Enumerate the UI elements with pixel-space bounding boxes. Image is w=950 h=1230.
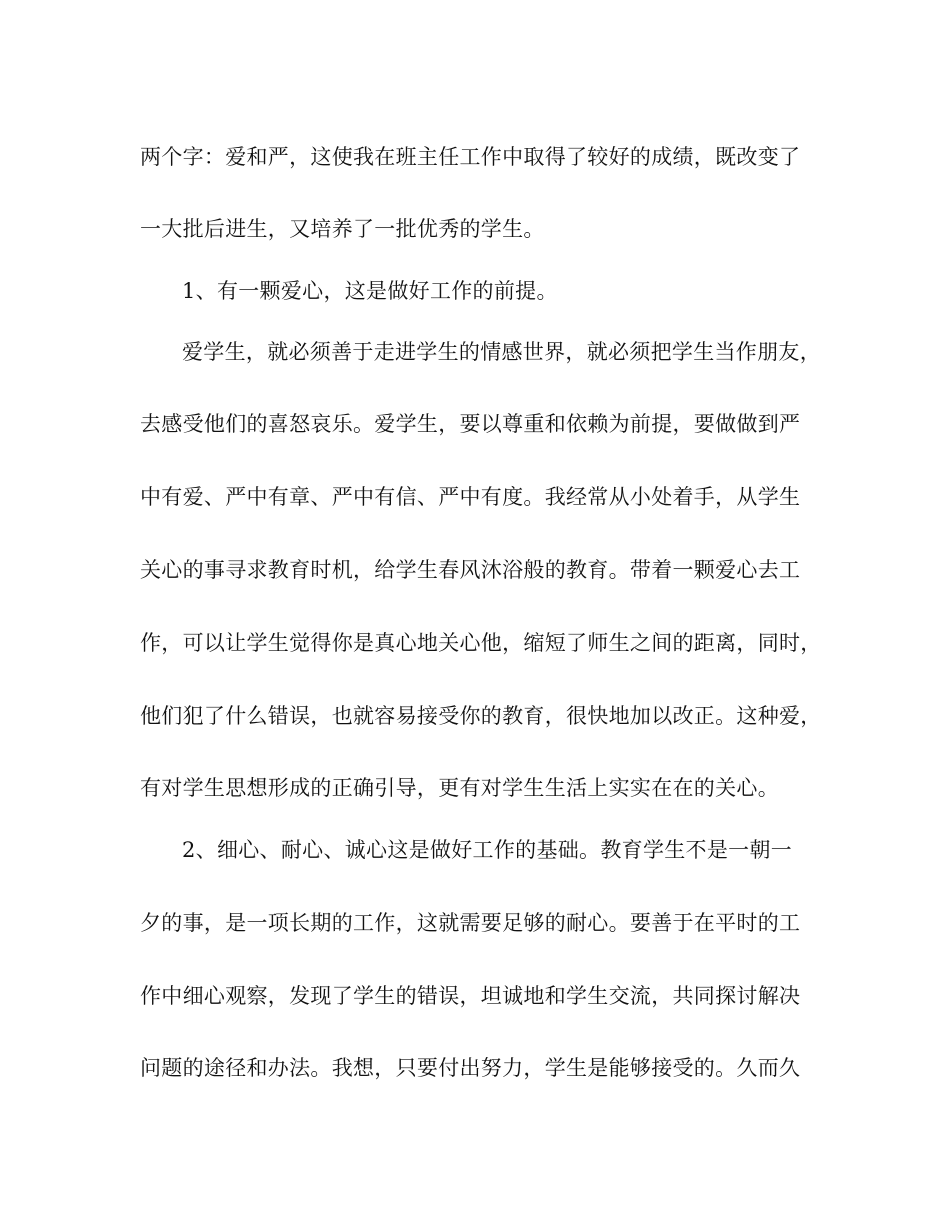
text-line: 有对学生思想形成的正确引导，更有对学生生活上实实在在的关心。 [140, 776, 779, 800]
text-line: 去感受他们的喜怒哀乐。爱学生，要以尊重和依赖为前提，要做做到严 [140, 412, 801, 436]
heading-line: 1、有一颗爱心，这是做好工作的前提。 [182, 279, 558, 303]
text-line: 他们犯了什么错误，也就容易接受你的教育，很快地加以改正。这种爱， [140, 704, 822, 728]
text-line: 中有爱、严中有章、严中有信、严中有度。我经常从小处着手，从学生 [140, 485, 801, 509]
heading-line: 2、细心、耐心、诚心这是做好工作的基础。教育学生不是一朝一 [182, 838, 793, 862]
text-line: 两个字：爱和严，这使我在班主任工作中取得了较好的成绩，既改变了 [140, 145, 801, 169]
text-line: 爱学生，就必须善于走进学生的情感世界，就必须把学生当作朋友， [182, 340, 821, 364]
text-line: 作，可以让学生觉得你是真心地关心他，缩短了师生之间的距离，同时， [140, 631, 822, 655]
text-line: 问题的途径和办法。我想，只要付出努力，学生是能够接受的。久而久 [140, 1056, 801, 1080]
text-line: 一大批后进生，又培养了一批优秀的学生。 [140, 217, 545, 241]
text-line: 作中细心观察，发现了学生的错误，坦诚地和学生交流，共同探讨解决 [140, 984, 801, 1008]
text-line: 关心的事寻求教育时机，给学生春风沐浴般的教育。带着一颗爱心去工 [140, 558, 801, 582]
text-line: 夕的事，是一项长期的工作，这就需要足够的耐心。要善于在平时的工 [140, 911, 801, 935]
